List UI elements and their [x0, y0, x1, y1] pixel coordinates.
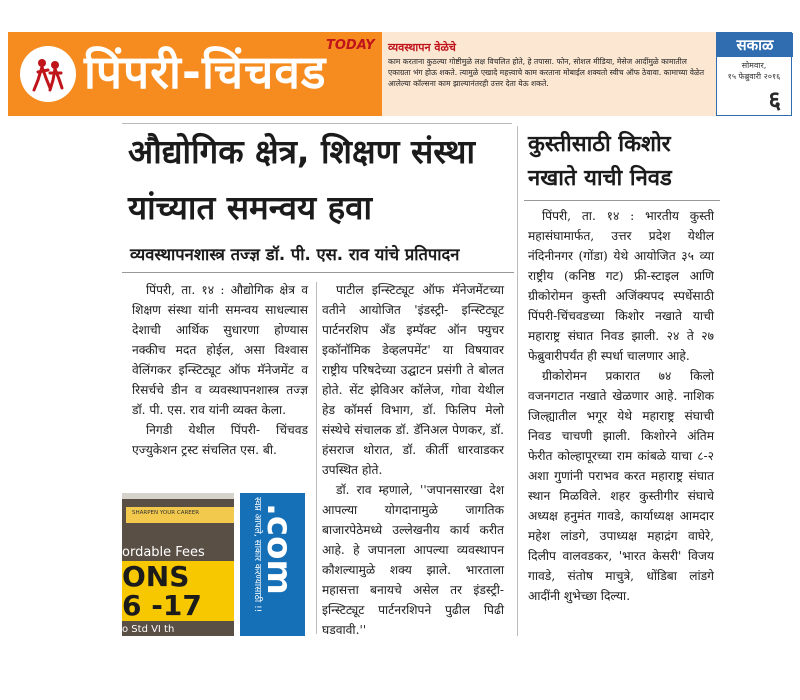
paper-day: सोमवार,: [741, 61, 767, 70]
article-column-1: [132, 280, 308, 460]
headline-line-2: यांच्यात समन्वय हवा: [128, 188, 373, 227]
ad-pencil-text: SHARPEN YOUR CAREER: [132, 510, 200, 516]
side-headline-line-2: नखाते याची निवड: [528, 166, 672, 191]
paper-name: सकाळ: [717, 33, 793, 57]
headline-line-1: औद्योगिक क्षेत्र, शिक्षण संस्था: [128, 132, 476, 171]
ad-fees-text: ordable Fees: [122, 545, 205, 560]
ad-big-text-2: 6 -17: [122, 589, 202, 622]
col2-paragraph-2: डॉ. राव म्हणाले, ''जपानसारखा देश आपल्या योगदानामुळे जागतिक बाजारपेठेमध्ये उल्लेखनीय कार्य करीत आहे. हे जपानला आपल्या व्यवस्थापन कौशल्यामुळे शक्य झाले. भारताला महासत्ता बनायचे असेल तर इंडस्ट्री- इन्स्टिट्यूट पार्टनरशिपने पुढील पिढी घडवावी.'': [322, 483, 504, 637]
ad-strip: [122, 493, 234, 499]
tip-text: काम करताना कुठल्या गोष्टीमुळे लक्ष विचलित होते, हे तपासा. फोन, सोशल मीडिया, मेसेज आदींमुळे कामातील एकाग्रता भंग होऊ शकते. त्यामुळे एखादे महत्त्वाचे काम करताना मोबाईल शक्यतो स्वीच ऑफ ठेवावा. कामाच्या वेळेत आलेल्या कॉल्सना काम झाल्यानंतरही उत्तर देता येऊ शकते.: [388, 57, 705, 88]
edition-title: पिंपरी-चिंचवड: [84, 45, 327, 99]
side-headline-line-1: कुस्तीसाठी किशोर: [528, 132, 671, 157]
time-management-tip: [382, 32, 716, 116]
edition-banner: [8, 32, 382, 116]
ad-big-text-1: ONS: [122, 560, 190, 593]
article-column-2: [322, 280, 504, 640]
article-headline: [128, 124, 516, 236]
figures-logo-icon: [20, 46, 76, 102]
paper-info: [716, 32, 792, 116]
tip-title: व्यवस्थापन वेळेचे: [388, 41, 456, 54]
column-divider: [316, 282, 317, 634]
paper-date: १५ फेब्रुवारी २०१६: [727, 72, 781, 81]
ad-vertical-tagline: स्वप्न आपले, साकार करण्यासाठी !!: [252, 497, 262, 613]
advertisement: [122, 493, 305, 636]
col1-paragraph-1: पिंपरी, ता. १४ : औद्योगिक क्षेत्र व शिक्षण संस्था यांनी समन्वय साधल्यास देशाची आर्थिक सुधारणा होण्यास नक्कीच मदत होईल, असा विश्वास वेलिंगकर इन्स्टिट्यूट ऑफ मॅनेजमेंट व रिसर्चचे डीन व व्यवस्थापनशास्त्र तज्ज्ञ डॉ. पी. एस. राव यांनी व्यक्त केला.: [132, 283, 308, 417]
side-story-divider: [517, 126, 518, 636]
today-label: TODAY: [326, 38, 375, 53]
ad-domain-text: .com: [259, 503, 299, 595]
article-subheadline: व्यवस्थापनशास्त्र तज्ज्ञ डॉ. पी. एस. राव यांचे प्रतिपादन: [130, 245, 460, 264]
side-story-rule: [524, 200, 720, 201]
col2-paragraph-1: पाटील इन्स्टिट्यूट ऑफ मॅनेजमेंटच्या वतीने आयोजित 'इंडस्ट्री- इन्स्टिट्यूट पार्टनरशिप अँड इम्पॅक्ट ऑन फ्युचर इकॉनॉमिक डेव्हलपमेंट' या विषयावर राष्ट्रीय परिषदेच्या उद्घाटन प्रसंगी ते बोलत होते. सेंट झेविअर कॉलेज, गोवा येथील हेड कॉमर्स विभाग, डॉ. फिलिप मेलो संस्थेचे संचालक डॉ. डॅनिअल पेणकर, डॉ. हंसराज थोरात, डॉ. कीर्ती धारवाडकर उपस्थित होते.: [322, 283, 504, 477]
side-story-body: [528, 206, 714, 606]
page-number: ६: [768, 86, 781, 114]
subhead-rule: [122, 272, 514, 273]
col1-paragraph-2: निगडी येथील पिंपरी- चिंचवड एज्युकेशन ट्रस्ट संचलित एस. बी.: [132, 423, 308, 457]
side-story-headline: [528, 128, 718, 196]
side-paragraph-2: ग्रीकोरोमन प्रकारात ७४ किलो वजनगटात नखाते खेळणार आहे. नाशिक जिल्ह्यातील भगूर येथे महाराष्ट्र संघाची निवड चाचणी झाली. किशोरने अंतिम फेरीत कोल्हापूरच्या राम कांबळे याचा ८-२ अशा गुणांनी पराभव करत महाराष्ट्र संघात स्थान मिळविले. शहर कुस्तीगीर संघाचे अध्यक्ष हनुमंत गावडे, कार्याध्यक्ष आमदार महेश लांडगे, उपाध्यक्ष महाद्रंग वाघेरे, दिलीप वालवडकर, 'भारत केसरी' विजय गावडे, संतोष माचुत्रे, धोंडिबा लांडगे आदींनी शुभेच्छा दिल्या.: [528, 369, 714, 603]
masthead: [8, 32, 792, 116]
side-paragraph-1: पिंपरी, ता. १४ : भारतीय कुस्ती महासंघामार्फत, उत्तर प्रदेश येथील नंदिनीनगर (गोंडा) येथे आयोजित ३५ व्या राष्ट्रीय (कनिष्ठ गट) फ्री-स्टाइल आणि ग्रीकोरोमन कुस्ती अजिंक्यपद स्पर्धेसाठी पिंपरी-चिंचवडच्या किशोर नखाते याची महाराष्ट्र संघात निवड झाली. २४ ते २७ फेब्रुवारीपर्यंत ही स्पर्धा चालणार आहे.: [528, 209, 714, 363]
ad-foot-text: o Std VI th: [122, 624, 175, 635]
